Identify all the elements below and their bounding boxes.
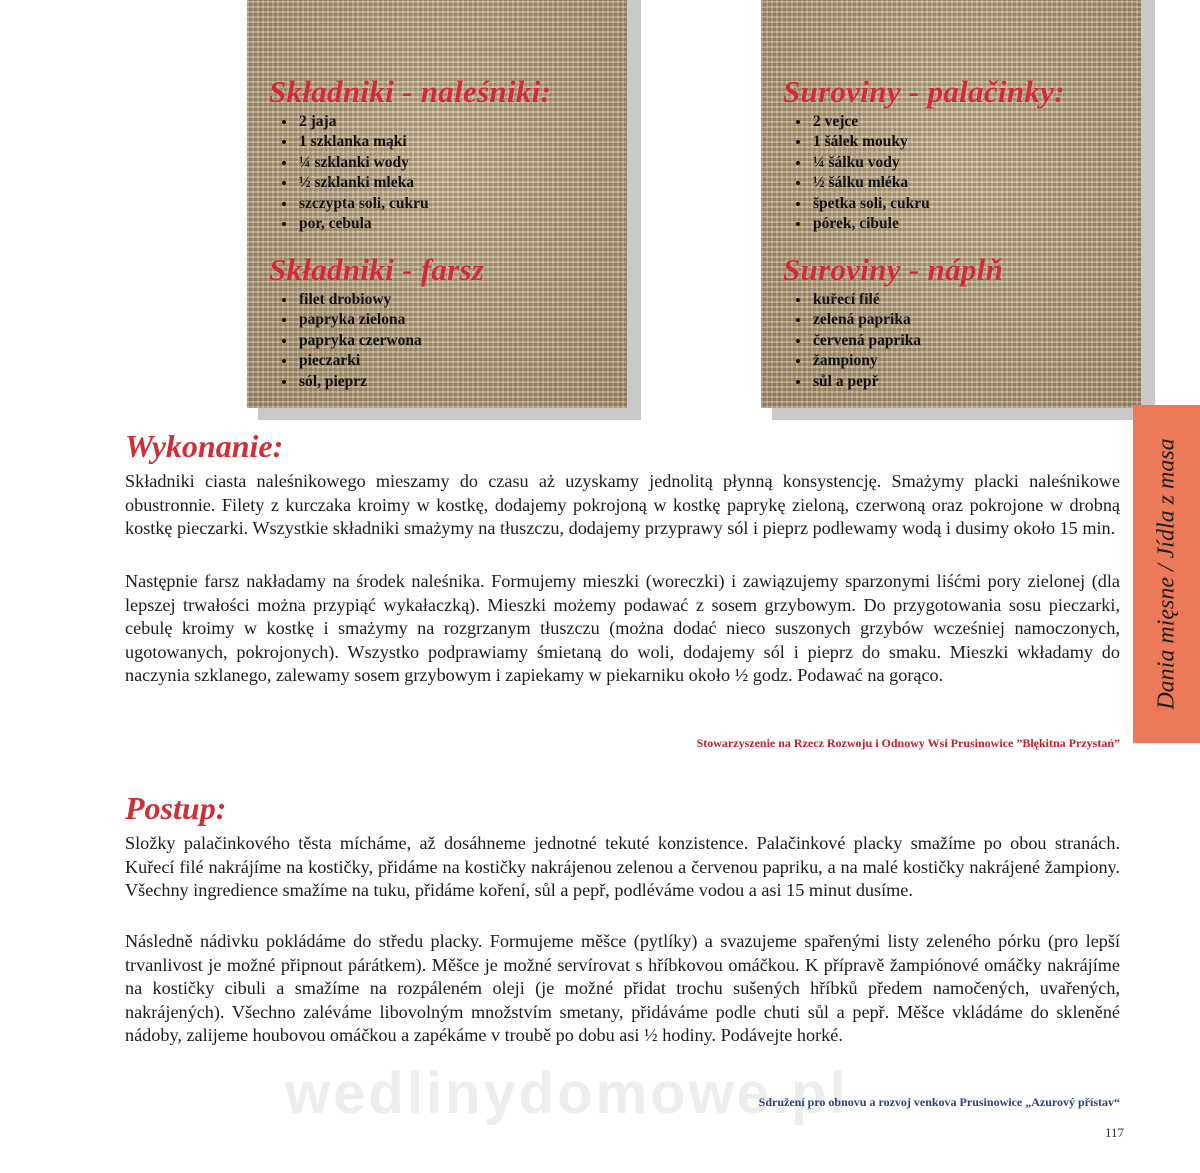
list-item: • sól, pieprz: [297, 372, 422, 392]
method-paragraph-cz-1: Složky palačinkového těsta mícháme, až dosáhneme jednotné tekuté konzistence. Palačinkové placky smažíme po obou stranách. Kuřecí filé nakrájíme na kostičky, přidáme na kostičky nakrájenou zelenou a červenou papriku, a na malé kostičky nakrájené žampiony. Všechny ingredience smažíme na tuku, přidáme koření, sůl a pepř, podléváme vodou a asi 15 minut dusíme.: [125, 833, 1120, 901]
ingredients-heading-crepes-pl: Składniki - naleśniki:: [269, 74, 552, 109]
list-item: • pórek, cibule: [811, 214, 930, 234]
page-number: 117: [1105, 1125, 1125, 1140]
list-item: • sůl a pepř: [811, 372, 921, 392]
list-item: • 2 vejce: [811, 112, 930, 132]
ingredients-list-crepes-cz: [789, 112, 930, 234]
ingredients-heading-filling-cz: Suroviny - náplň: [783, 252, 1004, 287]
ingredients-list-filling-cz: [789, 290, 921, 392]
list-item: • ¼ šálku vody: [811, 153, 930, 173]
method-title-cz: Postup:: [125, 790, 227, 826]
list-item: • žampiony: [811, 351, 921, 371]
list-item: • 1 šálek mouky: [811, 132, 930, 152]
watermark: wedlinydomowe.pl: [285, 1061, 849, 1126]
ingredients-heading-crepes-cz: Suroviny - palačinky:: [783, 74, 1065, 109]
list-item: • szczypta soli, cukru: [297, 194, 429, 214]
list-item: • papryka zielona: [297, 310, 422, 330]
list-item: • ½ šálku mléka: [811, 173, 930, 193]
credit-polish: Stowarzyszenie na Rzecz Rozwoju i Odnowy Wsi Prusinowice ”Błękitna Przystań”: [696, 736, 1120, 750]
list-item: • pieczarki: [297, 351, 422, 371]
list-item: • por, cebula: [297, 214, 429, 234]
method-paragraph-pl-2: Następnie farsz nakładamy na środek naleśnika. Formujemy mieszki (woreczki) i zawiązujemy sparzonymi liśćmi pory zielonej (dla lepszej trwałości można przypiąć wykałaczką). Mieszki możemy podawać z sosem grzybowym. Do przygotowania sosu pieczarki, cebulę kroimy w kostkę i smażymy na rozgrzanym tłuszczu (można dodać nieco suszonych grzybów wcześniej namoczonych, ugotowanych, pokrojonych). Wszystko podprawiamy śmietaną do woli, dodajemy sól i pieprz do smaku. Mieszki wkładamy do naczynia szklanego, zalewamy sosem grzybowym i zapiekamy w piekarniku około ½ godz. Podawać na gorąco.: [125, 571, 1120, 686]
chapter-side-tab: [1133, 405, 1200, 743]
method-paragraph-cz-2: Následně nádivku pokládáme do středu placky. Formujeme měšce (pytlíky) a svazujeme spařenými listy zeleného pórku (pro lepší trvanlivost je možné připnout párátkem). Měšce je možné servírovat s hříbkovou omáčkou. K přípravě žampiónové omáčky nakrájíme na kostičky cibuli a smažíme na rozpáleném oleji (je možné přidat trochu sušených hříbků předem namočených, uvařených, nakrájených). Všechno zaléváme libovolným množstvím smetany, přidáváme podle chuti sůl a pepř. Měšce vkládáme do skleněné nádoby, zalijeme houbovou omáčkou a zapékáme v troubě po dobu asi ½ hodiny. Podávejte horké.: [125, 931, 1120, 1046]
method-paragraph-pl-1: Składniki ciasta naleśnikowego mieszamy do czasu aż uzyskamy jednolitą płynną konsystencję. Smażymy placki naleśnikowe obustronnie. Filety z kurczaka kroimy w kostkę, dodajemy pokrojoną w kostkę paprykę zieloną, czerwoną oraz pokrojone w drobną kostkę pieczarki. Wszystkie składniki smażymy na tłuszczu, dodajemy przyprawy sól i pieprz podlewamy wodą i dusimy około 15 min.: [125, 471, 1120, 539]
ingredients-heading-filling-pl: Składniki - farsz: [269, 252, 485, 287]
list-item: • červená paprika: [811, 331, 921, 351]
list-item: • filet drobiowy: [297, 290, 422, 310]
list-item: • ¼ szklanki wody: [297, 153, 429, 173]
list-item: • zelená paprika: [811, 310, 921, 330]
ingredients-list-filling-pl: [275, 290, 422, 392]
credit-czech: Sdružení pro obnovu a rozvoj venkova Prusinowice „Azurový přístav“: [758, 1095, 1120, 1109]
list-item: • kuřecí filé: [811, 290, 921, 310]
ingredients-list-crepes-pl: [275, 112, 429, 234]
list-item: • ½ szklanki mleka: [297, 173, 429, 193]
list-item: • špetka soli, cukru: [811, 194, 930, 214]
list-item: • 1 szklanka mąki: [297, 132, 429, 152]
ingredients-card-polish: [247, 0, 627, 408]
list-item: • 2 jaja: [297, 112, 429, 132]
chapter-label: Dania mięsne / Jídla z masa: [1153, 438, 1179, 710]
list-item: • papryka czerwona: [297, 331, 422, 351]
ingredients-card-czech: [761, 0, 1141, 408]
method-title-pl: Wykonanie:: [125, 428, 284, 464]
